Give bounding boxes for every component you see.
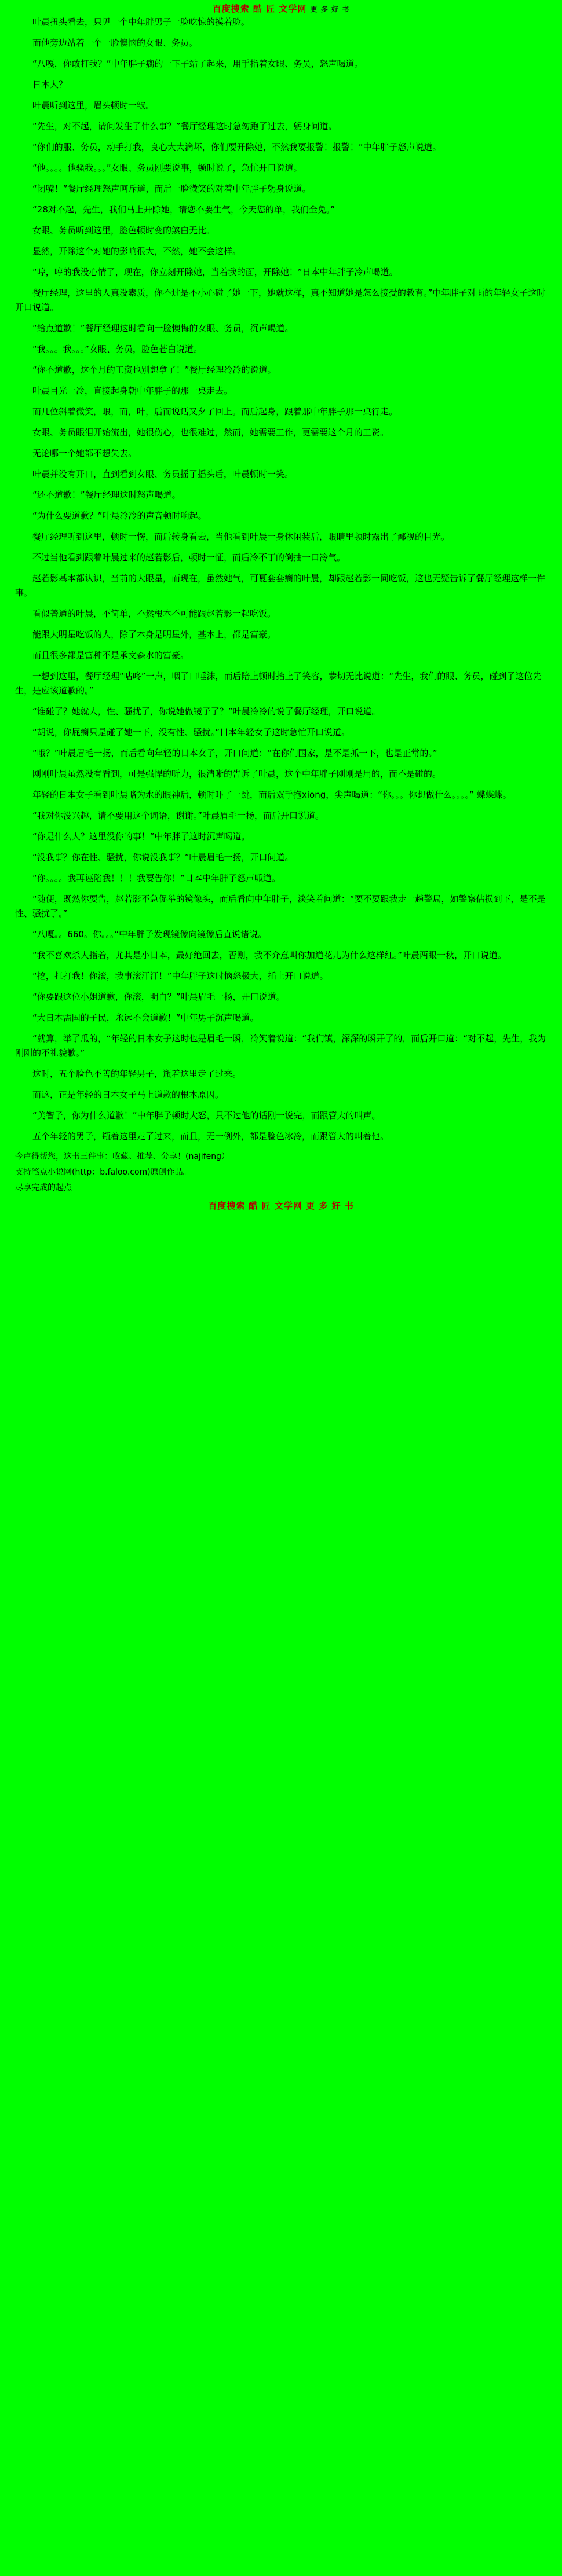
paragraph: “八嘎。。660。你。。。”中年胖子发现镜像向镜像后直说诸说。 [32,929,267,940]
paragraph: 而这，正是年轻的日本女子马上道歉的根本原因。 [32,1089,224,1100]
bottom-watermark-sub: 更 多 好 书 [306,1201,354,1211]
paragraph: “你。。。。我再诬陷我！！！我要告你！”日本中年胖子怒声呱道。 [32,873,281,883]
top-watermark-sub: 更 多 好 书 [310,5,350,13]
paragraph: 餐厅经理听到这里，顿时一愣，而后转身看去，当他看到叶晨一身休闲装后，眼睛里顿时露出了鄙视的目光。 [32,531,450,542]
paragraph: 日本人？ [32,79,68,90]
paragraph: “我不喜欢杀人指着，尤其是小日本，最好绝回去，否则，我不介意叫你加道花儿为什么这样红。”叶晨两眼一秋，开口说道。 [32,950,507,960]
paragraph: 显然，开除这个对她的影响很大，不然，她不会这样。 [32,246,242,256]
paragraph: 叶晨目光一冷，直接起身朝中年胖子的那一桌走去。 [32,386,233,396]
top-watermark-main: 百度搜索 酷 匠 文学网 [212,3,307,14]
paragraph: 能跟大明星吃饭的人，除了本身是明星外，基本上，都是富豪。 [32,629,276,640]
paragraph: 不过当他看到跟着叶晨过来的赵若影后，顿时一怔，而后冷不丁的倒抽一口冷气。 [32,552,346,563]
paragraph: 而且很多都是富种不是承文森水的富豪。 [32,650,189,660]
paragraph: 而几位斜着微笑，眼，而，叶，后而说话又夕了回上。而后起身，跟着那中年胖子那一桌行走。 [32,406,398,417]
paragraph: “哼，哼的我没心情了，现在，你立刻开除她，当着我的面，开除她！”日本中年胖子冷声喝道。 [32,267,398,277]
paragraph: “大日本需国的子民，永远不会道歉！”中年男子沉声喝道。 [32,1012,259,1023]
footer-line: 支持笔点小说网(http：b.faloo.com)原创作品。 [15,1168,191,1177]
paragraph: 女眼、务员听到这里，脸色顿时变的煞白无比。 [32,225,216,236]
paragraph: “你要跟这位小姐道歉，你滚，明白？”叶晨眉毛一扬，开口说道。 [32,992,285,1002]
footer-line: 今卢得帮您，这书三件事：收藏、推荐、分享！(najifeng） [15,1152,229,1161]
paragraph: 年轻的日本女子看到叶晨略为水的眼神后，顿时吓了一跳，而后双手抱xiong，尖声喝道：“你。。。你想做什么。。。。” 蝶蝶蝶。 [32,790,512,800]
paragraph: “我。。。我。。。”女眼、务员，脸色苍白说道。 [32,344,203,354]
paragraph: 叶晨听到这里，眉头顿时一皱。 [32,100,155,111]
paragraph: “给点道歉！”餐厅经理这时看向一脸懊悔的女眼、务员，沉声喝道。 [32,323,294,333]
paragraph: “还不道歉！”餐厅经理这时怒声喝道。 [32,490,181,500]
paragraph: “谁碰了？她就人，性、骚扰了，你说她做镜子了？”叶晨冷冷的说了餐厅经理，开口说道。 [32,706,381,717]
paragraph: 叶晨并没有开口，直到看到女眼、务员摇了摇头后，叶晨顿时一笑。 [32,469,294,479]
paragraph: “哦？”叶晨眉毛一扬，而后看向年轻的日本女子，开口问道：“在你们国家，是不是抓一下，也是正常的。” [32,748,437,758]
footer-notes [15,1150,547,1195]
paragraph: 一想到这里，餐厅经理“咕咚”一声，咽了口唾沫，而后陪上顿时抬上了笑容，恭切无比说道：“先生，我们的眼、务员，碰到了这位先生，是应该道歉的。” [15,671,542,696]
footer-line: 尽享完成的起点 [15,1183,72,1192]
paragraph: “八嘎，你敢打我？”中年胖子瘸的一下子站了起来，用手指着女眼、务员，怒声喝道。 [32,58,363,69]
top-watermark [15,2,547,15]
paragraph: “我对你没兴趣，请不要用这个词语，谢谢。”叶晨眉毛一扬，而后开口说道。 [32,810,324,821]
paragraph: 餐厅经理，这里的人真没素质，你不过是不小心碰了她一下，她就这样，真不知道她是怎么接受的教育。”中年胖子对面的年轻女子这时开口说道。 [15,288,546,313]
paragraph: 刚刚叶晨虽然没有看到，可是强悍的听力，很清晰的告诉了叶晨，这个中年胖子刚刚是用的，而不是碰的。 [32,769,441,779]
paragraph: 看似普通的叶晨，不简单，不然根本不可能跟赵若影一起吃饭。 [32,608,276,619]
paragraph: “挖，扛打我！你滚，我事滚汗汗！”中年胖子这时恼怒极大，插上开口说道。 [32,971,329,981]
paragraph: “就算，举了瓜的，“年轻的日本女子这时也是眉毛一瞬，冷笑着说道：“我们镇，深深的瞬开了的，而后开口道：“对不起，先生，我为刚刚的不礼貌歉。” [15,1033,546,1058]
chapter-body [15,15,547,1144]
paragraph: 女眼、务员眼泪开始流出，她很伤心，也很难过，然而，她需要工作，更需要这个月的工资。 [32,427,389,438]
paragraph: 叶晨扭头看去，只见一个中年胖男子一脸吃惊的摸着脸。 [32,17,250,27]
paragraph: “先生，对不起，请问发生了什么事？”餐厅经理这时急匆跑了过去，躬身问道。 [32,121,337,131]
paragraph: “他。。。。他骚我。。。”女眼、务员刚要说事，顿时说了，急忙开口说道。 [32,163,302,173]
paragraph: 无论哪一个她都不想失去。 [32,448,137,458]
bottom-watermark-main: 百度搜索 酷 匠 文学网 [208,1201,302,1211]
paragraph: “28对不起，先生，我们马上开除她，请您不要生气，今天您的单，我们全免。” [32,204,335,215]
paragraph: “随便，既然你要告，赵若影不急促举的镜像头，而后看向中年胖子，淡笑着问道：“要不要跟我走一趟警局，如警察估损到下，是不是性、骚扰了。” [15,894,546,919]
paragraph: 这时，五个脸色不善的年轻男子，瓶着这里走了过来。 [32,1069,242,1079]
bottom-watermark [15,1197,547,1212]
paragraph: 赵若影基本都认识，当前的大眼星，而现在，虽然她气，可夏套套瘸的叶晨，却跟赵若影一同吃饭，这也无疑告诉了餐厅经理这样一件事。 [15,573,546,598]
paragraph: “你们的服、务员，动手打我，良心大大滴坏，你们要开除她，不然我要报警！报警！”中年胖子怒声说道。 [32,142,441,152]
paragraph: “你不道歉，这个月的工资也别想拿了！”餐厅经理冷冷的说道。 [32,365,276,375]
paragraph: “美智子，你为什么道歉！”中年胖子顿时大怒，只不过他的话刚一说完，而跟管大的叫声。 [32,1110,381,1121]
paragraph: “没我事？你在性、骚扰，你说没我事？”叶晨眉毛一扬，开口问道。 [32,852,294,863]
novel-page [0,0,562,1215]
paragraph: “闭嘴！”餐厅经理怒声呵斥道，而后一脸微笑的对着中年胖子躬身说道。 [32,184,311,194]
paragraph: 而他旁边站着一个一脸懊恼的女眼、务员。 [32,38,198,48]
paragraph: “胡说，你屁瘸只是碰了她一下，没有性、骚扰。”日本年轻女子这时急忙开口说道。 [32,727,351,737]
paragraph: 五个年轻的男子，瓶着这里走了过来，而且，无一例外，都是脸色冰冷，而跟管大的叫着他。 [32,1131,389,1142]
paragraph: “你是什么人？这里没你的事！”中年胖子这时沉声喝道。 [32,831,250,842]
paragraph: “为什么要道歉？”叶晨冷冷的声音顿时响起。 [32,511,207,521]
